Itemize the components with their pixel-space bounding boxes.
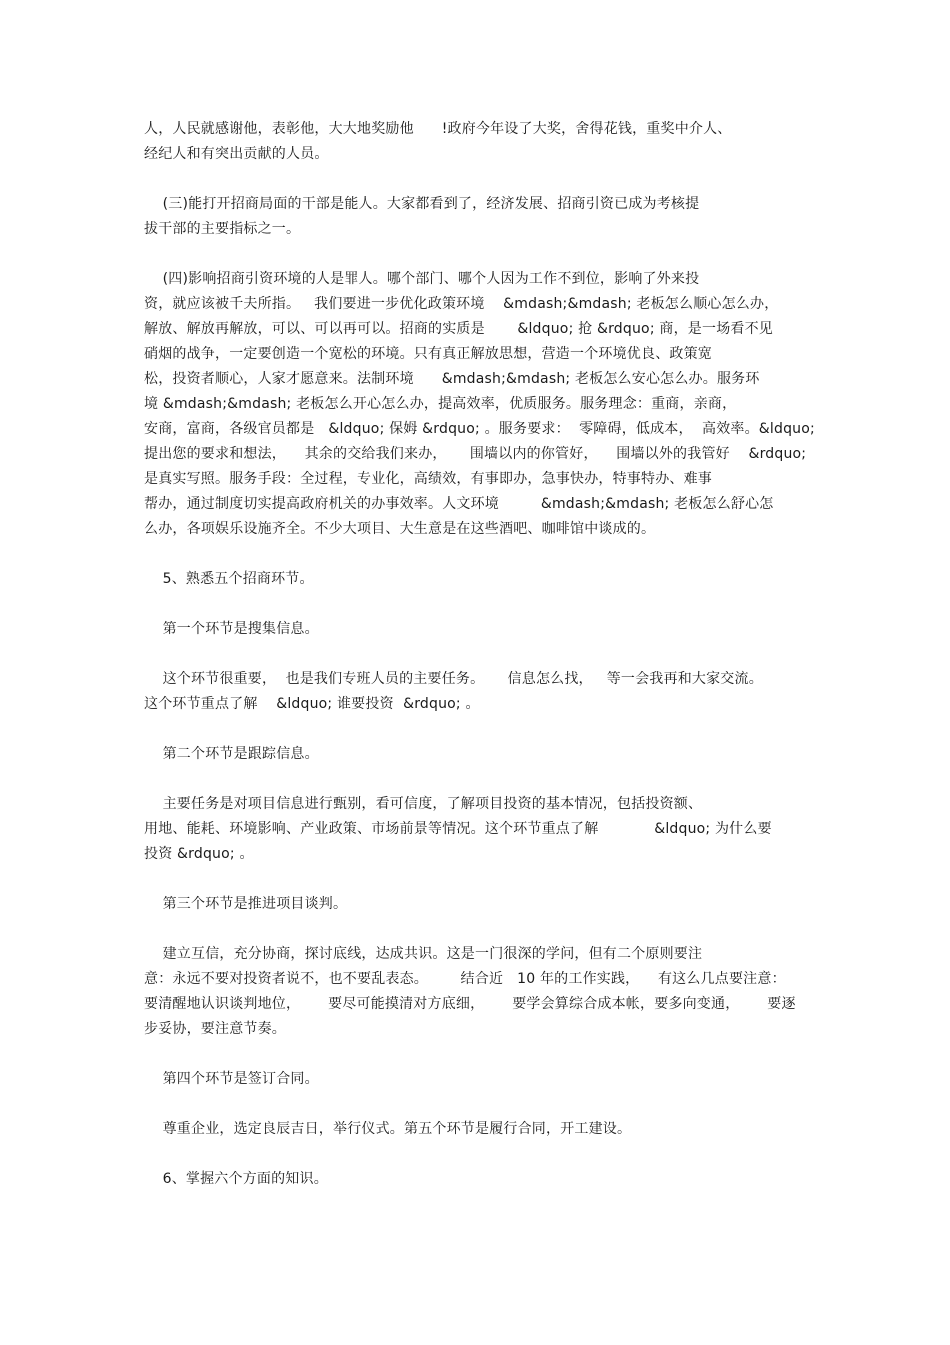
text-line: 资，就应该被千夫所指。 我们要进一步优化政策环境 &mdash;&mdash; 老板怎么顺心怎么办， — [144, 296, 779, 312]
text-line: 经纪人和有突出贡献的人员。 — [144, 146, 329, 162]
text-line: 境 &mdash;&mdash; 老板怎么开心怎么办，提高效率，优质服务。服务理念：重商，亲商， — [144, 396, 737, 412]
text-line: 第四个环节是签订合同。 — [144, 1071, 319, 1087]
text-line: 帮办，通过制度切实提高政府机关的办事效率。人文环境 &mdash;&mdash; 老板怎么舒心怎 — [144, 496, 774, 512]
text-line: 步妥协，要注意节奏。 — [144, 1021, 286, 1037]
text-line: 尊重企业，选定良辰吉日，举行仪式。第五个环节是履行合同，开工建设。 — [144, 1121, 632, 1137]
section-heading: 6、掌握六个方面的知识。 — [144, 1171, 328, 1187]
text-line: (三)能打开招商局面的干部是能人。大家都看到了，经济发展、招商引资已成为考核提 — [144, 196, 700, 212]
text-line: 第一个环节是搜集信息。 — [144, 621, 319, 637]
text-line: 解放、解放再解放，可以、可以再可以。招商的实质是 &ldquo; 抢 &rdquo; 商，是一场看不见 — [144, 321, 773, 337]
text-line: 第三个环节是推进项目谈判。 — [144, 896, 348, 912]
text-line: 拔干部的主要指标之一。 — [144, 221, 301, 237]
text-line: 是真实写照。服务手段：全过程，专业化，高绩效，有事即办，急事快办，特事特办、难事 — [144, 471, 712, 487]
text-line: 么办，各项娱乐设施齐全。不少大项目、大生意是在这些酒吧、咖啡馆中谈成的。 — [144, 521, 656, 537]
text-line: 主要任务是对项目信息进行甄别，看可信度，了解项目投资的基本情况，包括投资额、 — [144, 796, 703, 812]
section-heading: 5、熟悉五个招商环节。 — [144, 571, 314, 587]
text-line: 人，人民就感谢他，表彰他，大大地奖励他 !政府今年设了大奖，舍得花钱，重奖中介人、 — [144, 121, 732, 137]
text-line: 松，投资者顺心，人家才愿意来。法制环境 &mdash;&mdash; 老板怎么安心怎么办。服务环 — [144, 371, 760, 387]
text-line: (四)影响招商引资环境的人是罪人。哪个部门、哪个人因为工作不到位，影响了外来投 — [144, 271, 700, 287]
text-line: 安商，富商，各级官员都是 &ldquo; 保姆 &rdquo; 。服务要求： 零障碍，低成本， 高效率。&ldquo; — [144, 421, 815, 437]
text-line: 意：永远不要对投资者说不，也不要乱表态。 结合近 10 年的工作实践， 有这么几点要注意： — [144, 971, 786, 987]
text-line: 建立互信，充分协商，探讨底线，达成共识。这是一门很深的学问，但有二个原则要注 — [144, 946, 703, 962]
text-line: 提出您的要求和想法， 其余的交给我们来办， 围墙以内的你管好， 围墙以外的我管好 &rdquo; — [144, 446, 807, 462]
text-line: 这个环节重点了解 &ldquo; 谁要投资 &rdquo; 。 — [144, 696, 480, 712]
text-line: 这个环节很重要， 也是我们专班人员的主要任务。 信息怎么找， 等一会我再和大家交流。 — [144, 671, 763, 687]
text-line: 要清醒地认识谈判地位， 要尽可能摸清对方底细， 要学会算综合成本帐，要多向变通， 要逐 — [144, 996, 796, 1012]
text-line: 硝烟的战争，一定要创造一个宽松的环境。只有真正解放思想，营造一个环境优良、政策宽 — [144, 346, 712, 362]
text-line: 投资 &rdquo; 。 — [144, 846, 254, 862]
text-line: 第二个环节是跟踪信息。 — [144, 746, 319, 762]
text-line: 用地、能耗、环境影响、产业政策、市场前景等情况。这个环节重点了解 &ldquo; 为什么要 — [144, 821, 772, 837]
